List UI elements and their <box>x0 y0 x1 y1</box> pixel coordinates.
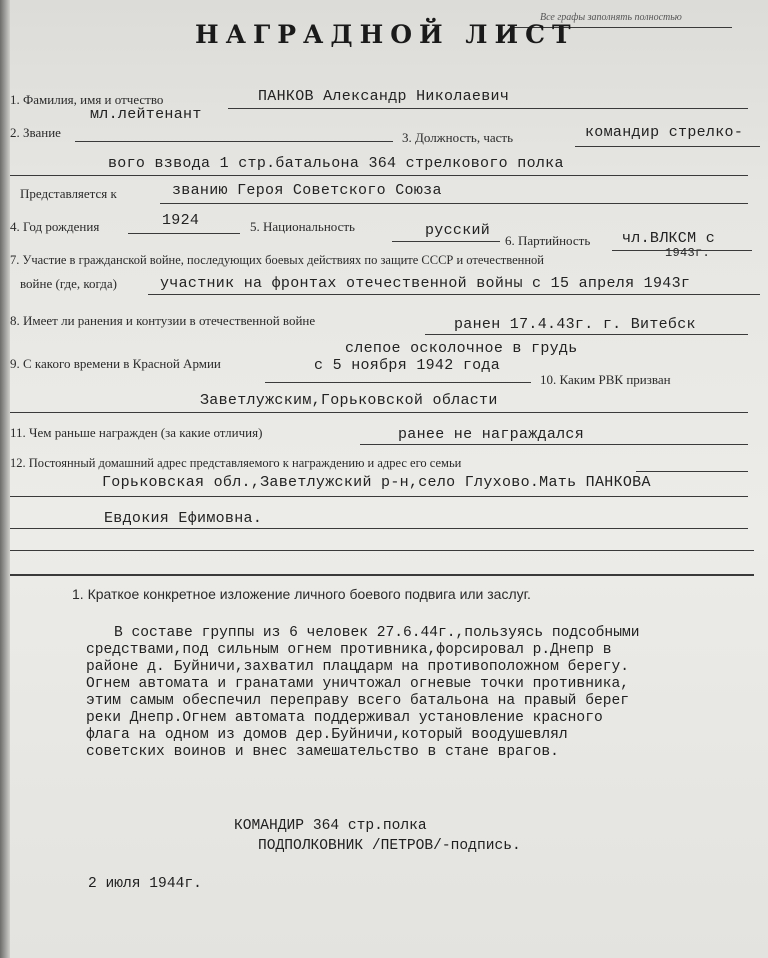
feat-line: флага на одном из домов дер.Буйничи,который воодушевлял <box>86 727 568 743</box>
feat-line: Огнем автомата и гранатами уничтожал огневые точки противника, <box>86 676 629 692</box>
field-participation-label-2: войне (где, когда) <box>20 276 117 291</box>
field-wounds-value-2: слепое осколочное в грудь <box>345 340 578 357</box>
feat-line: реки Днепр.Огнем автомата поддерживал установление красного <box>86 710 603 726</box>
instruction-note: Все графы заполнять полностью <box>540 12 682 23</box>
field-address-line-2 <box>10 528 748 529</box>
field-participation-line <box>148 294 760 295</box>
field-address-value-2: Евдокия Ефимовна. <box>104 510 263 527</box>
signature-title: КОМАНДИР 364 стр.полка <box>234 818 427 834</box>
field-rank-value: мл.лейтенант <box>90 106 202 123</box>
document-date: 2 июля 1944г. <box>88 876 202 892</box>
field-party-value-year: 1943г. <box>665 246 711 260</box>
field-awards-line <box>360 444 748 445</box>
field-name-line <box>228 108 748 109</box>
presented-value: званию Героя Советского Союза <box>172 182 442 199</box>
field-rvk-label: 10. Каким РВК призван <box>540 372 671 387</box>
field-birth-year-value: 1924 <box>162 212 200 229</box>
field-rvk-value: Заветлужским,Горьковской области <box>200 392 498 409</box>
feat-line: советских воинов и внес замешательство в стане врагов. <box>86 744 559 760</box>
field-awards-value: ранее не награждался <box>398 426 585 443</box>
field-nationality-line <box>392 241 500 242</box>
feat-line: этим самым обеспечил переправу всего батальона на правый берег <box>86 693 629 709</box>
field-participation-value: участник на фронтах отечественной войны с 15 апреля 1943г <box>160 275 691 292</box>
field-rank-label: 2. Звание <box>10 125 61 140</box>
feat-line: В составе группы из 6 человек 27.6.44г.,пользуясь подсобными <box>114 625 640 641</box>
feat-description <box>86 625 639 761</box>
field-party-label: 6. Партийность <box>505 233 591 248</box>
field-address-value-1: Горьковская обл.,Заветлужский р-н,село Глухово.Мать ПАНКОВА <box>102 474 651 491</box>
field-wounds-label: 8. Имеет ли ранения и контузии в отечественной войне <box>10 313 316 328</box>
field-rank-line <box>75 141 393 142</box>
field-position-label: 3. Должность, часть <box>402 130 514 145</box>
feat-line: средствами,под сильным огнем противника,форсировал р.Днепр в <box>86 642 612 658</box>
field-nationality-value: русский <box>425 222 491 239</box>
field-address-label: 12. Постоянный домашний адрес представляемого к награждению и адрес его семьи <box>10 456 462 470</box>
signature-name: ПОДПОЛКОВНИК /ПЕТРОВ/-подпись. <box>258 838 521 854</box>
document-title: НАГРАДНОЙ ЛИСТ <box>195 20 578 49</box>
feat-line: районе д. Буйничи,захватил плацдарм на противоположном берегу. <box>86 659 629 675</box>
field-nationality-label: 5. Национальность <box>250 219 355 234</box>
field-participation-label-1: 7. Участие в гражданской войне, последующих боевых действиях по защите СССР и отечественной <box>10 253 544 267</box>
section-heading: 1. Краткое конкретное изложение личного боевого подвига или заслуг. <box>72 586 531 602</box>
field-army-since-line <box>265 382 531 383</box>
field-wounds-line <box>425 334 748 335</box>
field-rvk-line <box>10 412 748 413</box>
presented-label: Представляется к <box>20 186 117 201</box>
field-army-since-value: с 5 ноября 1942 года <box>314 357 501 374</box>
binding-edge <box>0 0 10 958</box>
field-army-since-label: 9. С какого времени в Красной Армии <box>10 356 221 371</box>
field-wounds-value-1: ранен 17.4.43г. г. Витебск <box>454 316 696 333</box>
field-name-label: 1. Фамилия, имя и отчество <box>10 92 164 107</box>
field-position-line-2 <box>10 175 748 176</box>
field-party-line <box>612 250 752 251</box>
field-position-value-1: командир стрелко- <box>585 124 744 141</box>
field-birth-year-line <box>128 233 240 234</box>
field-party-value: чл.ВЛКСМ с <box>622 230 716 247</box>
form-divider <box>10 574 754 576</box>
field-position-value-2: вого взвода 1 стр.батальона 364 стрелкового полка <box>108 155 564 172</box>
field-address-line-1 <box>10 496 748 497</box>
field-address-line-0 <box>636 471 748 472</box>
field-name-value: ПАНКОВ Александр Николаевич <box>258 88 510 105</box>
presented-line <box>160 203 748 204</box>
field-awards-label: 11. Чем раньше награжден (за какие отличия) <box>10 425 263 440</box>
field-position-line-1 <box>575 146 760 147</box>
field-birth-year-label: 4. Год рождения <box>10 219 100 234</box>
field-address-line-3 <box>10 550 754 551</box>
